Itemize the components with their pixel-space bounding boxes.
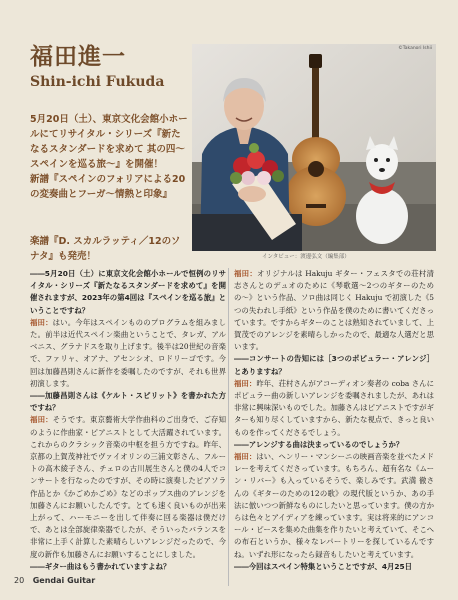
interviewer-question: ――ギター曲はもう書かれていますよね？: [30, 561, 171, 571]
speaker-label: 福田：: [234, 269, 258, 278]
speaker-label: 福田：: [234, 452, 257, 462]
portrait-photo: [192, 44, 436, 251]
answer-paragraph: [30, 414, 226, 560]
magazine-title: Gendai Guitar: [32, 576, 96, 585]
answer-paragraph: [234, 378, 434, 439]
lead-concert-announcement: 5月20日（土）、東京文化会館小ホールにてリサイタル・シリーズ『新たなるスタンダードを求めて 其の四〜スペインを巡る旅〜』を開催！: [30, 114, 188, 170]
lead-sheet-music: 楽譜『D. スカルラッティ／12のソナタ』も発売！: [30, 236, 181, 262]
article-column-right: [234, 268, 434, 573]
page-footer: [14, 576, 95, 585]
portrait-illustration: [192, 44, 436, 251]
interviewer-question: ――アレンジする曲は決まっているのでしょうか？: [234, 439, 404, 449]
answer-text: はい、ヘンリー・マンシーニの映画音楽を並べたメドレーを考えてくださっています。もちろん、超有名な《ムーン・リバー》も入っているそうで、楽しみです。武満 徹さんの《ギターのための12の歌》の現代版というか、あの手法に倣いつつ新鮮なものにしたいと思っています。僕の方からは色々とアイディアを練っています。実は将来的にアンコール・ピースを集めた曲集を作りたいと考えていて、そこへの布石というか、様々なレパートリーを探しているんですね。いずれ形になったら録音もしたいと考えています。: [234, 452, 434, 559]
lead-new-album: 新譜『スペインのフォリアによる20の変奏曲とフーガ〜情熱と印象』: [30, 174, 186, 200]
answer-text: オリジナルは Hakuju ギター・フェスタでの荘村清志さんとのデュオのために《琴歌選〜2つのギターのための〜》という作品、ソロ曲は同じく Hakuju で初演した《5つの失われし手紙》という作品を僕のために書いてくださっています。ですからギターのことは熟知されていまして、上賀茂でのアレンジを素晴らしかったので、最適な人選だと思います。: [234, 269, 434, 352]
answer-paragraph: [234, 451, 434, 561]
speaker-label: 福田：: [30, 317, 53, 327]
artist-name-japanese: 福田進一: [30, 44, 126, 70]
answer-text: はい。今年はスペインもののプログラムを組みました。前半は近代スペイン楽曲ということで、タレガ、アルベニス、グラナドスを取り上げます。後半は20世紀の音楽で、ファリャ、オアナ、アセンシオ、ロドリーゴです。今回は加藤昌則さんに新作を委嘱したのですが、それも世界初演します。: [30, 317, 226, 388]
answer-text: 昨年、荘村さんがアコーディオン奏者の coba さんにポピュラー曲の新しいアレンジを委嘱されましたが、あれは非常に興味深いものでした。加藤さんはピアニストですがギターも知り尽くしていますから、新たな視点で、きっと良いものを作ってくださるでしょう。: [234, 378, 434, 437]
photo-copyright: ©Takanori Ishii: [398, 46, 432, 51]
article-column-left: [30, 268, 226, 573]
interviewer-question: ――コンサートの告知には［3つのポピュラー・アレンジ］とありますね？: [234, 354, 434, 376]
speaker-label: 福田：: [234, 378, 257, 388]
interviewer-question: ――5月20日（土）に東京文化会館小ホールで恒例のリサイタル・シリーズ『新たなるスタンダードを求めて』を開催されますが、2023年の第4回は『スペインを巡る旅』ということですね？: [30, 269, 226, 315]
answer-text: そうです。東京藝術大学作曲科のご出身で、ご存知のように作曲家・ピアニストとして大活躍されています。これからのクラシック音楽の中枢を担う方ですね。昨年、京都の上賀茂神社でヴァイオリンの三浦文彰さん、フルートの高木綾子さん、チェロの古川展生さんと僕の4人でコンサートを行なったのですが、その時に演奏したピアソラ作品とか《かごめかごめ》などのポップス曲のアレンジを加藤さんにお願いしたんです。とても速く良いものが出来上がって、ハーモニーを出して伴奏に回る楽器は僕だけで、あとは全部旋律楽器でしたが、そういったバランスを非常に上手く計算した素晴らしいアレンジだったので、今度の新作も加藤さんにお願いすることにしました。: [30, 415, 226, 559]
artist-name-english: Shin-ichi Fukuda: [30, 74, 165, 90]
speaker-label: 福田：: [30, 415, 53, 425]
interview-credit: インタビュー：渡邊弘文（編集部）: [262, 254, 350, 260]
interviewer-question: ――加藤昌則さんは《ケルト・スピリット》を書かれた方ですね？: [30, 391, 226, 413]
interviewer-question: ――今回はスペイン特集ということですが、4月25日: [234, 561, 413, 571]
answer-paragraph: [234, 268, 434, 353]
column-divider: [228, 268, 229, 586]
answer-paragraph: [30, 317, 226, 390]
page-number: 20: [14, 576, 25, 585]
